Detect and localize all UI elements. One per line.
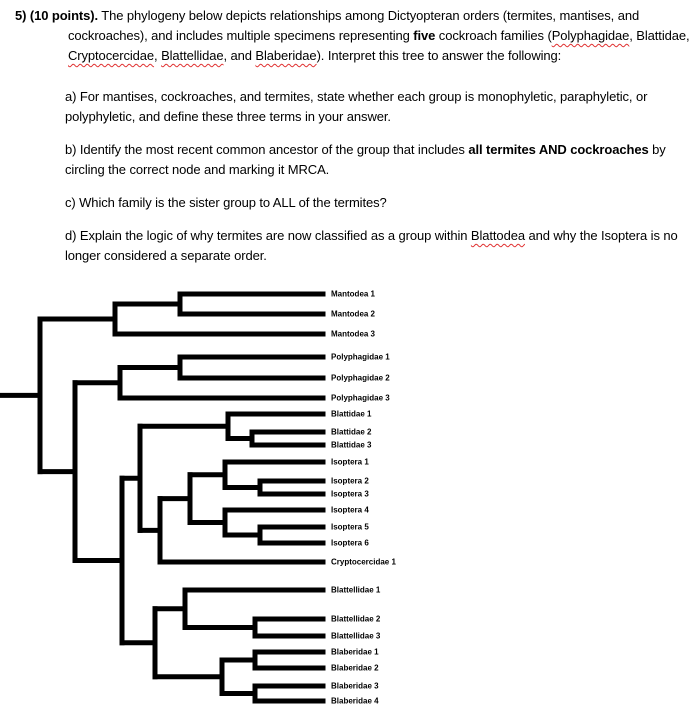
bold-text-run: five	[413, 28, 436, 43]
taxon-label: Blattellidae 1	[331, 585, 381, 595]
taxon-label: Mantodea 1	[331, 289, 376, 299]
misspelled-word: Cryptocercidae	[68, 48, 155, 63]
text-run: a) For mantises, cockroaches, and termites, state whether each group is monophyletic, paraphyletic, or polyphyletic, and define these three terms in your answer.	[65, 89, 648, 124]
taxon-label: Blattidae 1	[331, 409, 372, 419]
text-run: The phylogeny below depicts relationships among Dictyopteran orders (termites, mantises, and cockroaches), and includes multiple specimens representing	[68, 8, 640, 43]
taxon-label: Mantodea 3	[331, 329, 376, 339]
misspelled-word: Blattodea	[470, 228, 525, 243]
taxon-label: Blattidae 2	[331, 427, 372, 437]
bold-text-run: 5) (10 points).	[15, 8, 99, 23]
text-run: ). Interpret this tree to answer the following:	[316, 48, 562, 63]
taxon-label: Isoptera 4	[331, 505, 369, 515]
taxon-label: Isoptera 5	[331, 522, 369, 532]
taxon-label: Isoptera 3	[331, 489, 369, 499]
text-run: cockroach families (	[435, 28, 552, 43]
misspelled-word: Blattellidae	[161, 48, 224, 63]
taxon-label: Polyphagidae 3	[331, 393, 390, 403]
misspelled-word: Blaberidae	[255, 48, 317, 63]
taxon-label: Cryptocercidae 1	[331, 557, 396, 567]
text-run: c) Which family is the sister group to ALL of the termites?	[65, 195, 387, 210]
misspelled-word: Polyphagidae	[551, 28, 630, 43]
text-run: , and	[223, 48, 256, 63]
taxon-label: Polyphagidae 2	[331, 373, 390, 383]
taxon-label: Blaberidae 2	[331, 663, 379, 673]
taxon-label: Polyphagidae 1	[331, 352, 390, 362]
taxon-label: Blaberidae 4	[331, 696, 379, 706]
text-run: , Blattidae,	[629, 28, 690, 43]
taxon-label: Isoptera 6	[331, 538, 369, 548]
taxon-label: Blattellidae 2	[331, 614, 381, 624]
taxon-label: Mantodea 2	[331, 309, 376, 319]
taxon-label: Blattidae 3	[331, 440, 372, 450]
taxon-label: Blattellidae 3	[331, 631, 381, 641]
text-run: by circling the correct node and marking it MRCA.	[65, 142, 666, 177]
taxon-label: Blaberidae 3	[331, 681, 379, 691]
text-run: ,	[154, 48, 162, 63]
bold-text-run: all termites AND cockroaches	[468, 142, 649, 157]
text-run: d) Explain the logic of why termites are now classified as a group within	[65, 228, 471, 243]
taxon-label: Isoptera 2	[331, 476, 369, 486]
text-run: b) Identify the most recent common ancestor of the group that includes	[65, 142, 469, 157]
taxon-label: Isoptera 1	[331, 457, 369, 467]
taxon-label: Blaberidae 1	[331, 647, 379, 657]
text-run: and why the Isoptera is no longer considered a separate order.	[65, 228, 678, 263]
